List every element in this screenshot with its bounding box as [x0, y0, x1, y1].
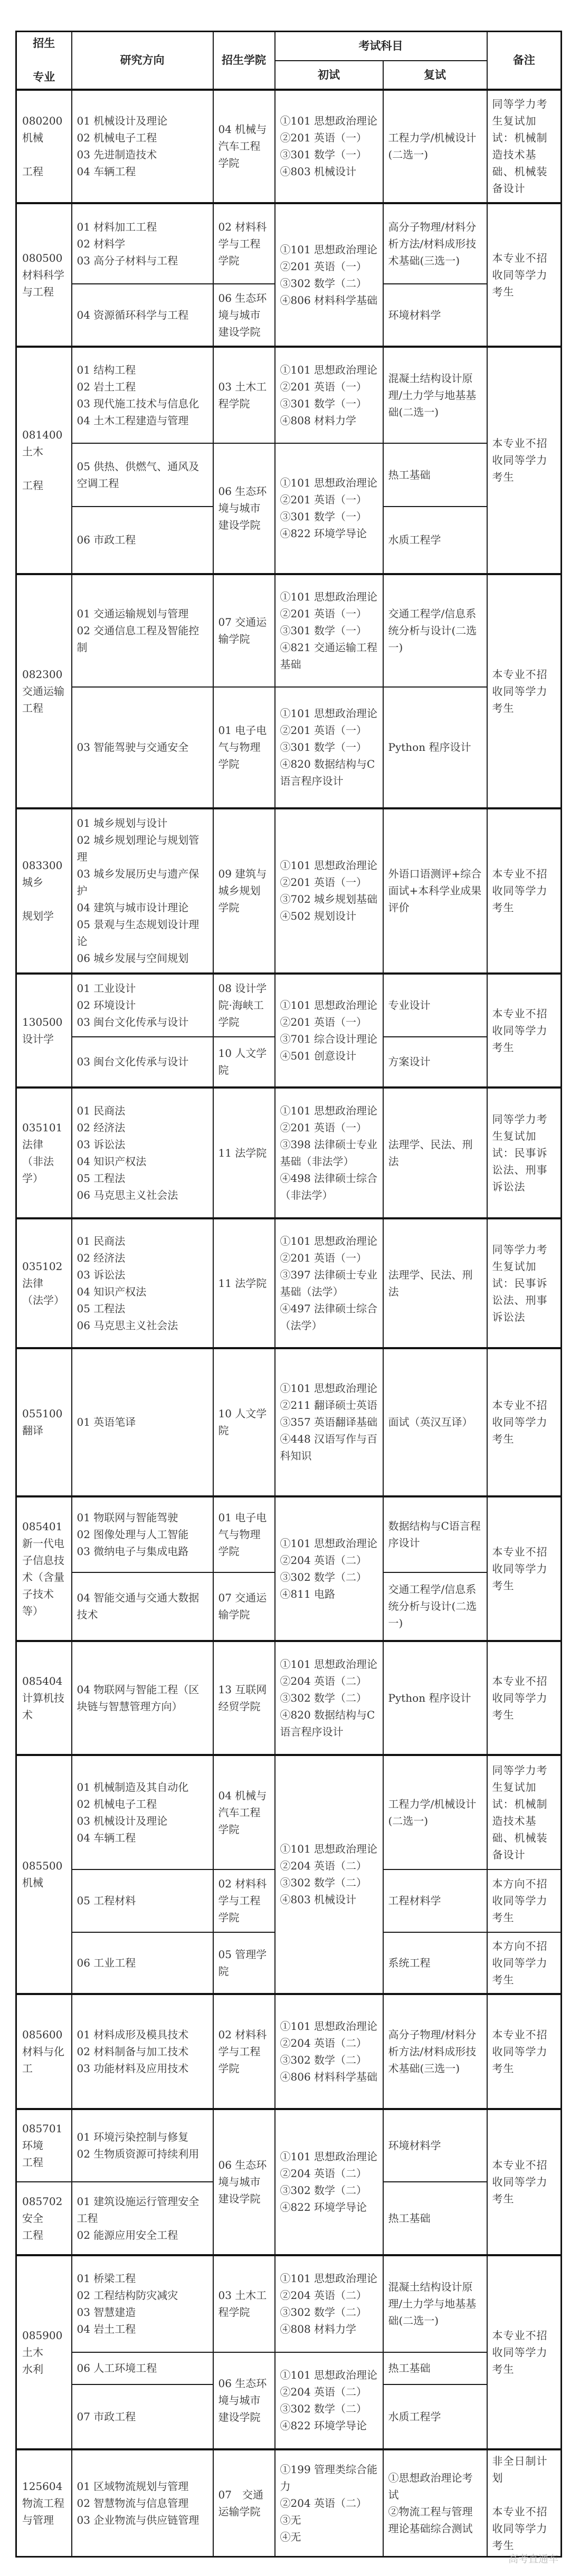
header-exam-subjects: 考试科目	[275, 32, 487, 61]
direction-cell: 01 工业设计 02 环境设计 03 闽台文化传承与设计	[72, 974, 213, 1037]
college-cell: 03 土木工程学院	[213, 347, 275, 443]
table-row	[16, 1994, 562, 2109]
college-cell: 01 电子电气与物理学院	[213, 1496, 275, 1572]
header-note: 备注	[487, 32, 562, 90]
retest-cell: 专业设计	[383, 974, 487, 1037]
major-cell: 085401 新一代电子信息技术（含量子技术等）	[16, 1496, 72, 1641]
header-prelim: 初试	[275, 61, 383, 90]
direction-cell: 01 桥梁工程 02 工程结构防灾减灾 03 智慧建造 04 岩土工程	[72, 2255, 213, 2352]
college-cell: 06 生态环境与城市建设学院	[213, 2109, 275, 2255]
note-cell: 本专业不招收同等学力考生	[487, 1496, 562, 1641]
college-cell: 06 生态环境与城市建设学院	[213, 443, 275, 574]
retest-cell: 环境材料学	[383, 284, 487, 347]
major-cell: 130500 设计学	[16, 974, 72, 1087]
major-cell: 085702 安全 工程	[16, 2182, 72, 2255]
major-cell: 085701 环境 工程	[16, 2109, 72, 2182]
retest-cell: 高分子物理/材料分析方法/材料成形技术基础(三选一)	[383, 1994, 487, 2109]
watermark: 高考直通车	[508, 2553, 558, 2565]
direction-cell: 01 结构工程 02 岩土工程 03 现代施工技术与信息化 04 土木工程建造与管理	[72, 347, 213, 443]
direction-cell: 01 英语笔译	[72, 1348, 213, 1496]
retest-cell: ①思想政治理论考试 ②物流工程与管理理论基础综合测试	[383, 2449, 487, 2557]
table-row	[16, 90, 562, 203]
retest-cell: 系统工程	[383, 1932, 487, 1994]
table-row	[16, 2449, 562, 2557]
direction-cell: 01 民商法 02 经济法 03 诉讼法 04 知识产权法 05 工程法 06 马克思主义社会法	[72, 1218, 213, 1348]
major-cell: 085404 计算机技术	[16, 1641, 72, 1755]
direction-cell: 01 材料成形及模具技术 02 材料制备与加工技术 03 功能材料及应用技术	[72, 1994, 213, 2109]
prelim-cell: ①101 思想政治理论 ②201 英语（一） ③701 综合设计理论 ④501 创意设计	[275, 974, 383, 1087]
table-row	[16, 2352, 562, 2384]
header-major: 招生 专业	[16, 32, 72, 90]
direction-cell: 01 交通运输规划与管理 02 交通信息工程及智能控制	[72, 574, 213, 687]
retest-cell: 混凝土结构设计原理/土力学与地基基础(二选一)	[383, 347, 487, 443]
note-cell: 同等学力考生复试加试：机械制造技术基础、机械装备设计	[487, 90, 562, 203]
table-row	[16, 2255, 562, 2352]
retest-cell: 工程材料学	[383, 1869, 487, 1932]
retest-cell: 水质工程学	[383, 2384, 487, 2449]
table-row	[16, 574, 562, 687]
college-cell: 06 生态环境与城市建设学院	[213, 284, 275, 347]
college-cell: 07 交通运输学院	[213, 1572, 275, 1641]
table-row	[16, 2109, 562, 2182]
direction-cell: 05 供热、供燃气、通风及空调工程	[72, 443, 213, 507]
direction-cell: 01 机械设计及理论 02 机械电子工程 03 先进制造技术 04 车辆工程	[72, 90, 213, 203]
college-cell: 01 电子电气与物理学院	[213, 687, 275, 808]
prelim-cell: ①199 管理类综合能力 ②204 英语（二） ③无 ④无	[275, 2449, 383, 2557]
table-row	[16, 1755, 562, 1869]
note-cell: 本专业不招收同等学力考生	[487, 203, 562, 347]
major-cell: 083300 城乡 规划学	[16, 808, 72, 974]
retest-cell: 交通工程学/信息系统分析与设计(二选一)	[383, 574, 487, 687]
note-cell: 本专业不招收同等学力考生	[487, 1641, 562, 1755]
prelim-cell: ①101 思想政治理论 ②204 英语（二） ③302 数学（二） ④822 环境学导论	[275, 2352, 383, 2449]
college-cell: 13 互联网经贸学院	[213, 1641, 275, 1755]
table-body	[16, 90, 562, 2557]
retest-cell: 混凝土结构设计原理/土力学与地基基础(二选一)	[383, 2255, 487, 2352]
prelim-cell: ①101 思想政治理论 ②201 英语（一） ③302 数学（二） ④806 材料科学基础	[275, 203, 383, 347]
direction-cell: 03 闽台文化传承与设计	[72, 1037, 213, 1087]
major-cell: 085600 材料与化工	[16, 1994, 72, 2109]
major-cell: 080200 机械 工程	[16, 90, 72, 203]
direction-cell: 06 人工环境工程	[72, 2352, 213, 2384]
retest-cell: 水质工程学	[383, 507, 487, 574]
retest-cell: 热工基础	[383, 443, 487, 507]
major-cell: 055100 翻译	[16, 1348, 72, 1496]
table-row	[16, 443, 562, 507]
direction-cell: 01 城乡规划与设计 02 城乡规划理论与规划管理 03 城乡发展历史与遗产保护 04 建筑与城市设计理论 05 景观与生态规划设计理论 06 城乡发展与空间规划	[72, 808, 213, 974]
retest-cell: 面试（英汉互译）	[383, 1348, 487, 1496]
direction-cell: 04 智能交通与交通大数据技术	[72, 1572, 213, 1641]
retest-cell: 法理学、民法、刑法	[383, 1218, 487, 1348]
prelim-cell: ①101 思想政治理论 ②204 英语（二） ③302 数学（二） ④811 电路	[275, 1496, 383, 1641]
direction-cell: 06 工业工程	[72, 1932, 213, 1994]
prelim-cell: ①101 思想政治理论 ②201 英语（一） ③398 法律硕士专业基础（非法学） ④498 法律硕士综合（非法学）	[275, 1087, 383, 1218]
college-cell: 02 材料科学与工程学院	[213, 203, 275, 284]
college-cell: 06 生态环境与城市建设学院	[213, 2352, 275, 2449]
retest-cell: Python 程序设计	[383, 687, 487, 808]
prelim-cell: ①101 思想政治理论 ②201 英语（一） ③702 城乡规划基础 ④502 规划设计	[275, 808, 383, 974]
direction-cell: 04 资源循环科学与工程	[72, 284, 213, 347]
table-row	[16, 1087, 562, 1218]
table-row	[16, 1641, 562, 1755]
direction-cell: 01 建筑设施运行管理安全工程 02 能源应用安全工程	[72, 2182, 213, 2255]
retest-cell: 环境材料学	[383, 2109, 487, 2182]
college-cell: 07 交通运输学院	[213, 2449, 275, 2557]
note-cell: 同等学力考生复试加试：机械制造技术基础、机械装备设计	[487, 1755, 562, 1869]
prelim-cell: ①101 思想政治理论 ②211 翻译硕士英语 ③357 英语翻译基础 ④448 汉语写作与百科知识	[275, 1348, 383, 1496]
prelim-cell: ①101 思想政治理论 ②201 英语（一） ③301 数学（一） ④803 机械设计	[275, 90, 383, 203]
direction-cell: 01 机械制造及其自动化 02 机械电子工程 03 机械设计及理论 04 车辆工程	[72, 1755, 213, 1869]
direction-cell: 01 民商法 02 经济法 03 诉讼法 04 知识产权法 05 工程法 06 马克思主义社会法	[72, 1087, 213, 1218]
college-cell: 08 设计学院·海峡工学院	[213, 974, 275, 1037]
retest-cell: 热工基础	[383, 2182, 487, 2255]
major-cell: 035102 法律 （法学）	[16, 1218, 72, 1348]
table-row	[16, 1348, 562, 1496]
retest-cell: 外语口语测评+综合面试+本科学业成果评价	[383, 808, 487, 974]
major-cell: 081400 土木 工程	[16, 347, 72, 574]
prelim-cell: ①101 思想政治理论 ②204 英语（二） ③302 数学（二） ④806 材料科学基础	[275, 1994, 383, 2109]
note-cell: 本专业不招收同等学力考生	[487, 574, 562, 808]
major-cell: 125604 物流工程与管理	[16, 2449, 72, 2557]
retest-cell: 工程力学/机械设计(二选一)	[383, 1755, 487, 1869]
college-cell: 05 管理学院	[213, 1932, 275, 1994]
prelim-cell: ①101 思想政治理论 ②204 英语（二） ③302 数学（二） ④803 机械设计	[275, 1755, 383, 1994]
note-cell: 本专业不招收同等学力考生	[487, 1994, 562, 2109]
prelim-cell: ①101 思想政治理论 ②201 英语（一） ③301 数学（一） ④821 交通运输工程基础	[275, 574, 383, 687]
header-college: 招生学院	[213, 32, 275, 90]
table-row	[16, 974, 562, 1037]
college-cell: 04 机械与汽车工程学院	[213, 90, 275, 203]
prelim-cell: ①101 思想政治理论 ②204 英语（二） ③302 数学（二） ④808 材料力学	[275, 2255, 383, 2352]
note-cell: 本专业不招收同等学力考生	[487, 974, 562, 1087]
note-cell: 同等学力考生复试加试：民事诉讼法、刑事诉讼法	[487, 1087, 562, 1218]
prelim-cell: ①101 思想政治理论 ②201 英语（一） ③301 数学（一） ④808 材料力学	[275, 347, 383, 443]
retest-cell: 交通工程学/信息系统分析与设计(二选一)	[383, 1572, 487, 1641]
college-cell: 04 机械与汽车工程学院	[213, 1755, 275, 1869]
retest-cell: 法理学、民法、刑法	[383, 1087, 487, 1218]
table-row	[16, 687, 562, 808]
table-row	[16, 347, 562, 443]
direction-cell: 05 工程材料	[72, 1869, 213, 1932]
admissions-table	[15, 31, 562, 2558]
direction-cell: 03 智能驾驶与交通安全	[72, 687, 213, 808]
note-cell: 本专业不招收同等学力考生	[487, 1348, 562, 1496]
college-cell: 07 交通运输学院	[213, 574, 275, 687]
retest-cell: 数据结构与C语言程序设计	[383, 1496, 487, 1572]
note-cell: 本专业不招收同等学力考生	[487, 2109, 562, 2255]
direction-cell: 01 环境污染控制与修复 02 生物质资源可持续利用	[72, 2109, 213, 2182]
retest-cell: 高分子物理/材料分析方法/材料成形技术基础(三选一)	[383, 203, 487, 284]
major-cell: 035101 法律 （非法学）	[16, 1087, 72, 1218]
prelim-cell: ①101 思想政治理论 ②201 英语（一） ③301 数学（一） ④822 环境学导论	[275, 443, 383, 574]
retest-cell: Python 程序设计	[383, 1641, 487, 1755]
note-cell: 同等学力考生复试加试：民事诉讼法、刑事诉讼法	[487, 1218, 562, 1348]
header-direction: 研究方向	[72, 32, 213, 90]
direction-cell: 01 区域物流规划与管理 02 智慧物流与信息管理 03 企业物流与供应链管理	[72, 2449, 213, 2557]
direction-cell: 07 市政工程	[72, 2384, 213, 2449]
prelim-cell: ①101 思想政治理论 ②204 英语（二） ③302 数学（二） ④822 环境学导论	[275, 2109, 383, 2255]
college-cell: 02 材料科学与工程学院	[213, 1994, 275, 2109]
major-cell: 080500 材料科学与工程	[16, 203, 72, 347]
table-row	[16, 203, 562, 284]
header-retest: 复试	[383, 61, 487, 90]
note-cell: 非全日制计划 本专业不招收同等学力考生	[487, 2449, 562, 2557]
note-cell: 本专业不招收同等学力考生	[487, 347, 562, 574]
table-row	[16, 1218, 562, 1348]
table-row	[16, 1496, 562, 1572]
note-cell: 本专业不招收同等学力考生	[487, 808, 562, 974]
direction-cell: 01 材料加工工程 02 材料学 03 高分子材料与工程	[72, 203, 213, 284]
note-cell: 本方向不招收同等学力考生	[487, 1869, 562, 1932]
direction-cell: 04 物联网与智能工程（区块链与智慧管理方向）	[72, 1641, 213, 1755]
college-cell: 02 材料科学与工程学院	[213, 1869, 275, 1932]
college-cell: 10 人文学院	[213, 1348, 275, 1496]
major-cell: 085500 机械	[16, 1755, 72, 1994]
college-cell: 03 土木工程学院	[213, 2255, 275, 2352]
direction-cell: 06 市政工程	[72, 507, 213, 574]
college-cell: 09 建筑与城乡规划学院	[213, 808, 275, 974]
prelim-cell: ①101 思想政治理论 ②201 英语（一） ③397 法律硕士专业基础（法学） ④497 法律硕士综合（法学）	[275, 1218, 383, 1348]
prelim-cell: ①101 思想政治理论 ②204 英语（二） ③302 数学（二） ④820 数据结构与C语言程序设计	[275, 1641, 383, 1755]
note-cell: 本方向不招收同等学力考生	[487, 1932, 562, 1994]
college-cell: 10 人文学院	[213, 1037, 275, 1087]
major-cell: 082300 交通运输工程	[16, 574, 72, 808]
table-row	[16, 808, 562, 974]
retest-cell: 方案设计	[383, 1037, 487, 1087]
direction-cell: 01 物联网与智能驾驶 02 图像处理与人工智能 03 微纳电子与集成电路	[72, 1496, 213, 1572]
prelim-cell: ①101 思想政治理论 ②201 英语（一） ③301 数学（一） ④820 数据结构与C语言程序设计	[275, 687, 383, 808]
major-cell: 085900 土木 水利	[16, 2255, 72, 2449]
note-cell: 本专业不招收同等学力考生	[487, 2255, 562, 2449]
college-cell: 11 法学院	[213, 1218, 275, 1348]
retest-cell: 热工基础	[383, 2352, 487, 2384]
college-cell: 11 法学院	[213, 1087, 275, 1218]
retest-cell: 工程力学/机械设计(二选一)	[383, 90, 487, 203]
